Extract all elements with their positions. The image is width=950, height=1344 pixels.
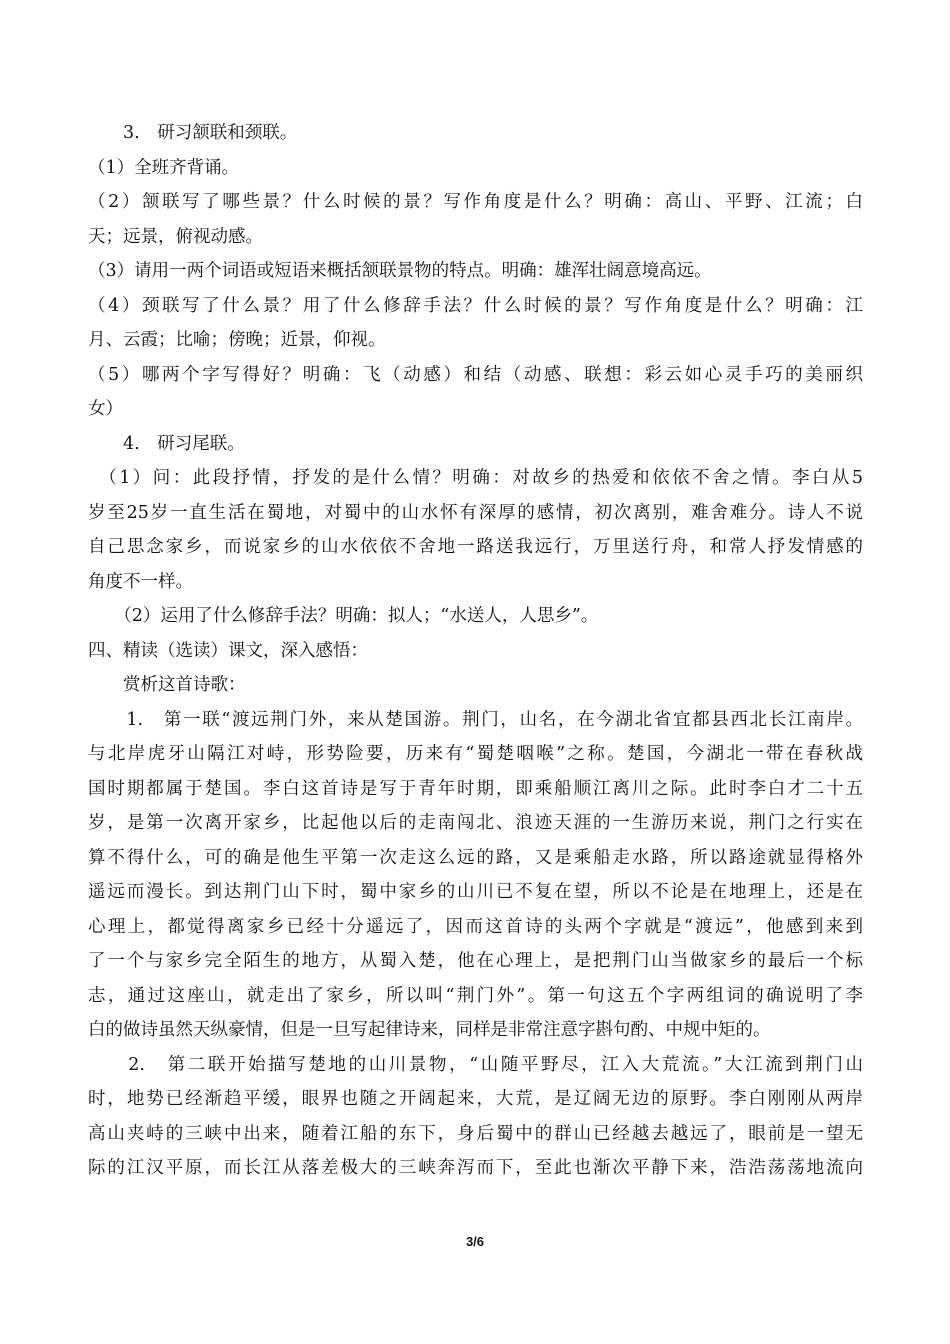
text-line: （2）颔联写了哪些景？什么时候的景？写作角度是什么？明确：高山、平野、江流；白 [88,192,863,212]
text-line: 角度不一样。 [88,571,193,592]
text-line: 3. 研习颔联和颈联。 [88,123,298,143]
text-line: 2. 第二联开始描写楚地的山川景物，“山随平野尽，江入大荒流。”大江流到荆门山 [88,1054,863,1075]
text-line: 天；远景，俯视动感。 [88,226,263,247]
text-line: 岁，是第一次离开家乡，比起他以后的走南闯北、浪迹天涯的一生游历来说，荆门之行实在 [88,813,863,833]
text-line: 4. 研习尾联。 [88,433,245,454]
text-line: 算不得什么，可的确是他生平第一次走这么远的路，又是乘船走水路，所以路途就显得格外 [88,847,863,868]
text-line: （2）运用了什么修辞手法？明确：拟人；“水送人，人思乡”。 [88,606,599,626]
text-line: 际的江汉平原，而长江从落差极大的三峡奔泻而下，至此也渐次平静下来，浩浩荡荡地流向 [88,1158,863,1178]
text-line: （1）问：此段抒情，抒发的是什么情？明确：对故乡的热爱和依依不舍之情。李白从5 [88,468,863,488]
text-line: 1. 第一联“渡远荆门外，来从楚国游。荆门，山名，在今湖北省宜都县西北长江南岸。 [88,709,863,730]
text-line: 了一个与家乡完全陌生的地方，从蜀入楚，他在心理上，是把荆门山当做家乡的最后一个标 [88,951,863,971]
text-line: 岁至25岁一直生活在蜀地，对蜀中的山水怀有深厚的感情，初次离别，难舍难分。诗人不说 [88,502,863,523]
text-line: 高山夹峙的三峡中出来，随着江船的东下，身后蜀中的群山已经越去越远了，眼前是一望无 [88,1123,863,1144]
text-line: （5）哪两个字写得好？明确：飞（动感）和结（动感、联想：彩云如心灵手巧的美丽织 [88,364,863,385]
text-line: （3）请用一两个词语或短语来概括颔联景物的特点。明确：雄浑壮阔意境高远。 [88,261,712,281]
text-line: 志，通过这座山，就走出了家乡，所以叫“荆门外”。第一句这五个字两组词的确说明了李 [88,985,863,1006]
text-line: 国时期都属于楚国。李白这首诗是写于青年时期，即乘船顺江离川之际。此时李白才二十五 [88,778,863,799]
page-number: 3/6 [465,1234,485,1249]
text-line: 与北岸虎牙山隔江对峙，形势险要，历来有“蜀楚咽喉”之称。楚国，今湖北一带在春秋战 [88,744,863,764]
text-line: 四、精读（选读）课文，深入感悟： [88,640,368,661]
text-line: （1）全班齐背诵。 [88,157,240,178]
text-line: 自己思念家乡，而说家乡的山水依依不舍地一路送我远行，万里送行舟，和常人抒发情感的 [88,537,863,557]
text-line: 女） [88,399,123,419]
text-line: 遥远而漫长。到达荆门山下时，蜀中家乡的山川已不复在望，所以不论是在地理上，还是在 [88,882,863,902]
text-line: 时，地势已经渐趋平缓，眼界也随之开阔起来，大荒，是辽阔无边的原野。李白刚刚从两岸 [88,1089,863,1109]
text-line: 白的做诗虽然天纵豪情，但是一旦写起律诗来，同样是非常注意字斟句酌、中规中矩的。 [88,1020,771,1040]
text-line: 月、云霞；比喻；傍晚；近景，仰视。 [88,330,386,350]
text-line: 赏析这首诗歌： [88,675,246,695]
text-line: 心理上，都觉得离家乡已经十分遥远了，因而这首诗的头两个字就是“渡远”，他感到来到 [88,916,863,937]
body-text [88,116,863,1186]
text-line: （4）颈联写了什么景？用了什么修辞手法？什么时候的景？写作角度是什么？明确：江 [88,295,863,316]
